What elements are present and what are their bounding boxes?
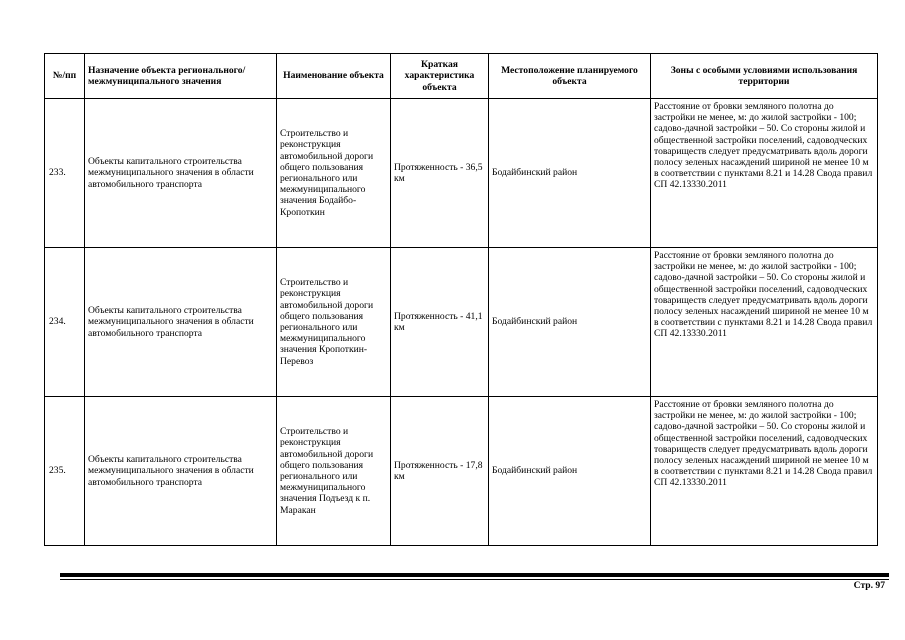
table-row — [45, 248, 878, 397]
objects-table — [44, 53, 878, 546]
cell-characteristic: Протяженность - 36,5 км — [391, 99, 489, 248]
footer-divider-thin — [60, 579, 889, 580]
page-number: Стр. 97 — [853, 580, 885, 591]
cell-num: 235. — [45, 397, 85, 546]
cell-num: 234. — [45, 248, 85, 397]
cell-purpose: Объекты капитального строительства межмуниципального значения в области автомобильного транспорта — [85, 397, 277, 546]
cell-zones: Расстояние от бровки земляного полотна до застройки не менее, м: до жилой застройки - 100; садово-дачной застройки – 50. Со стороны жилой и общественной застройки поселений, садоводческих товариществ следует предусматривать вдоль дороги полосу зеленых насаждений шириной не менее 10 м в соответствии с пунктами 8.21 и 14.28 Свода правил СП 42.13330.2011 — [651, 397, 878, 546]
cell-purpose: Объекты капитального строительства межмуниципального значения в области автомобильного транспорта — [85, 99, 277, 248]
header-purpose: Назначение объекта регионального/ межмуниципального значения — [85, 54, 277, 99]
header-location: Местоположение планируемого объекта — [489, 54, 651, 99]
table-row — [45, 99, 878, 248]
header-zones: Зоны с особыми условиями использования территории — [651, 54, 878, 99]
cell-purpose: Объекты капитального строительства межмуниципального значения в области автомобильного транспорта — [85, 248, 277, 397]
table-header-row — [45, 54, 878, 99]
header-num: №/пп — [45, 54, 85, 99]
cell-characteristic: Протяженность - 41,1 км — [391, 248, 489, 397]
cell-location: Бодайбинский район — [489, 248, 651, 397]
cell-zones: Расстояние от бровки земляного полотна до застройки не менее, м: до жилой застройки - 100; садово-дачной застройки – 50. Со стороны жилой и общественной застройки поселений, садоводческих товариществ следует предусматривать вдоль дороги полосу зеленых насаждений шириной не менее 10 м в соответствии с пунктами 8.21 и 14.28 Свода правил СП 42.13330.2011 — [651, 248, 878, 397]
cell-location: Бодайбинский район — [489, 397, 651, 546]
cell-num: 233. — [45, 99, 85, 248]
header-name: Наименование объекта — [277, 54, 391, 99]
cell-characteristic: Протяженность - 17,8 км — [391, 397, 489, 546]
cell-location: Бодайбинский район — [489, 99, 651, 248]
cell-name: Строительство и реконструкция автомобильной дороги общего пользования регионального или межмуниципального значения Кропоткин-Перевоз — [277, 248, 391, 397]
cell-name: Строительство и реконструкция автомобильной дороги общего пользования регионального или межмуниципального значения Подъезд к п. Маракан — [277, 397, 391, 546]
cell-name: Строительство и реконструкция автомобильной дороги общего пользования регионального или межмуниципального значения Бодайбо-Кропоткин — [277, 99, 391, 248]
footer-divider-thick — [60, 573, 889, 577]
header-characteristic: Краткая характеристика объекта — [391, 54, 489, 99]
cell-zones: Расстояние от бровки земляного полотна до застройки не менее, м: до жилой застройки - 100; садово-дачной застройки – 50. Со стороны жилой и общественной застройки поселений, садоводческих товариществ следует предусматривать вдоль дороги полосу зеленых насаждений шириной не менее 10 м в соответствии с пунктами 8.21 и 14.28 Свода правил СП 42.13330.2011 — [651, 99, 878, 248]
table-row — [45, 397, 878, 546]
